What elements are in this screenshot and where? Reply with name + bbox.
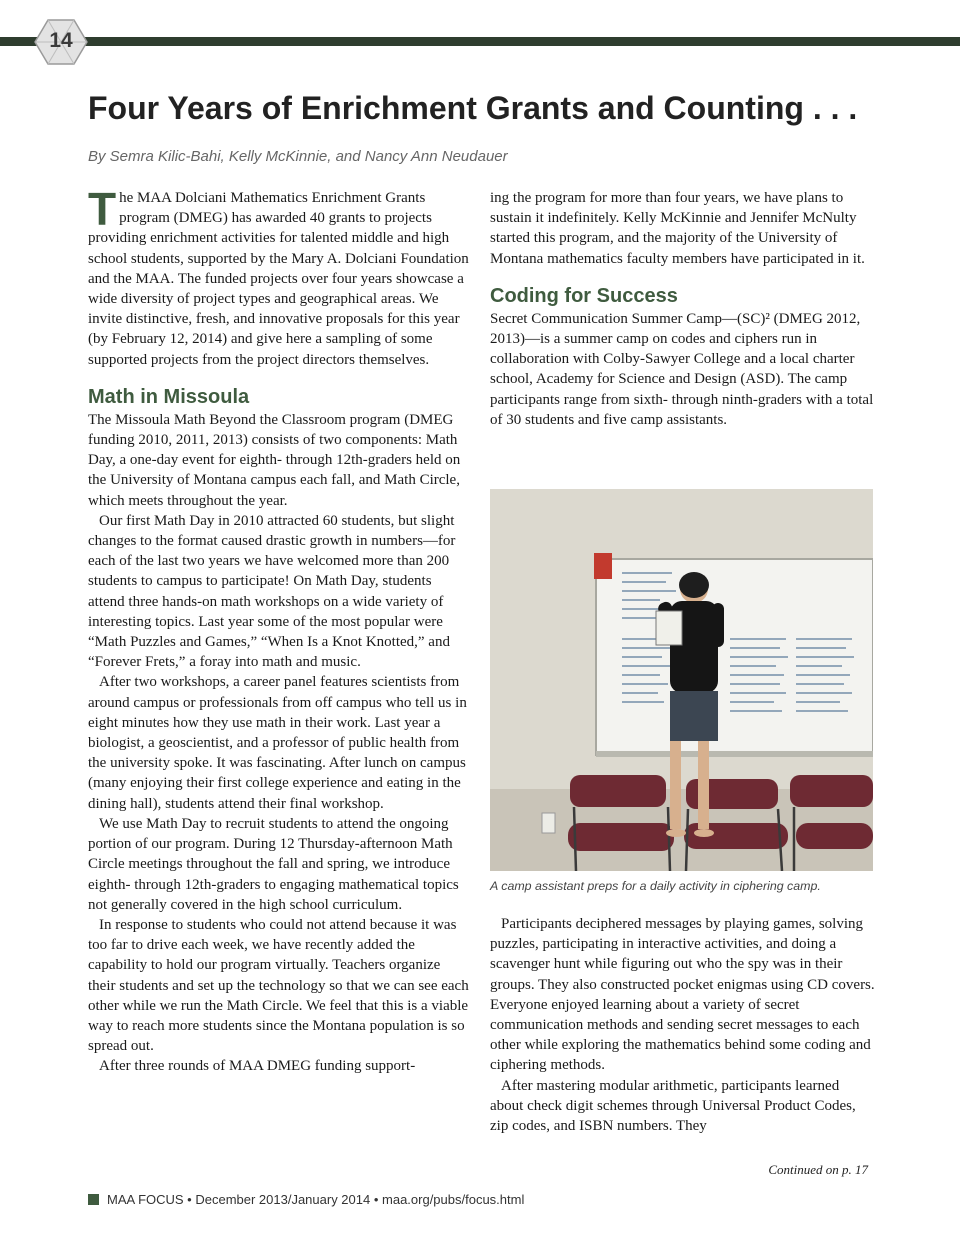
- right-column-bottom: [490, 914, 875, 1136]
- page-number-badge: [34, 18, 88, 66]
- paragraph-continuation: ing the program for more than four years, we have plans to sustain it indefinitely. Kelly McKinnie and Jennifer McNulty started this program, and the majority of the University of Montana mathematics faculty members have participated in it.: [490, 190, 865, 267]
- photo-caption: A camp assistant preps for a daily activity in ciphering camp.: [490, 879, 821, 893]
- paragraph: We use Math Day to recruit students to attend the ongoing portion of our program. During 12 Thursday-afternoon Math Circle meetings throughout the fall and spring, we introduce eighth- through 12th-graders to engaging mathematical topics not generally covered in the high school curriculum.: [88, 815, 459, 913]
- page-number: 14: [49, 29, 73, 52]
- camp-assistant-image: [490, 489, 873, 871]
- section-heading-coding-for-success: Coding for Success: [490, 284, 678, 307]
- section-heading-math-in-missoula: Math in Missoula: [88, 385, 250, 408]
- footer-square-icon: [88, 1194, 99, 1205]
- left-column: [88, 183, 470, 1077]
- paragraph: After two workshops, a career panel features scientists from around campus or professionals from off campus who tell us in eight minutes how they use math in their work. Last year a biologist, a geoscientist, and a professor of public health from the university spoke. It was fascinating. After lunch on campus (many enjoying their first college experience and eating in the dining hall), students attend their final workshop.: [88, 674, 467, 812]
- footer: [88, 1192, 524, 1207]
- paragraph: In response to students who could not attend because it was too far to drive each week, we have recently added the capability to hold our program virtually. Teachers organize their students and set up the technology so that we can see each other while we run the Math Circle. We feel that this is a viable way to reach more students since the Montana population is so spread out.: [88, 916, 469, 1055]
- continued-note: Continued on p. 17: [768, 1162, 868, 1177]
- right-column-top: [490, 188, 875, 430]
- camp-photo: [490, 489, 873, 871]
- byline: By Semra Kilic-Bahi, Kelly McKinnie, and Nancy Ann Neudauer: [88, 148, 508, 165]
- intro-paragraph: [88, 183, 470, 370]
- intro-text: he MAA Dolciani Mathematics Enrichment Grants program (DMEG) has awarded 40 grants to projects providing enrichment activities for talented middle and high school students, supported by the Mary A. Dolciani Foundation and the MAA. The funded projects over four years showcase a wide diversity of project types and geographical areas. We invite distinctive, fresh, and innovative proposals for this year (by February 12, 2014) and give here a sampling of some supported projects from the project directors themselves.: [88, 190, 469, 368]
- article-title: Four Years of Enrichment Grants and Counting . . .: [88, 90, 858, 126]
- paragraph: After mastering modular arithmetic, participants learned about check digit schemes through Universal Product Codes, zip codes, and ISBN numbers. They: [490, 1077, 856, 1135]
- paragraph: Secret Communication Summer Camp—(SC)² (DMEG 2012, 2013)—is a summer camp on codes and ciphers run in collaboration with Colby-Sawyer College and a local charter school, Academy for Science and Design (ASD). The camp participants range from sixth- through ninth-graders with a total of 30 students and five camp assistants.: [490, 310, 874, 428]
- header-bar: [0, 37, 960, 46]
- drop-cap: T: [88, 183, 117, 235]
- paragraph: Participants deciphered messages by playing games, solving puzzles, participating in interactive activities, and doing a scavenger hunt while figuring out who the spy was in their groups. They also constructed pocket enigmas using CD covers. Everyone enjoyed learning about a variety of secret communication methods and sending secret messages to each other while exploring the mathematics behind some coding and ciphering methods.: [490, 916, 875, 1074]
- paragraph: After three rounds of MAA DMEG funding support-: [99, 1058, 416, 1075]
- paragraph: Our first Math Day in 2010 attracted 60 students, but slight changes to the format caused drastic growth in numbers—for each of the last two years we have welcomed more than 200 students to campus to participate! On Math Day, students attend three hands-on math workshops on a wide variety of interesting topics. Last year some of the most popular were “Math Puzzles and Games,” “When Is a Knot Knotted,” and “Forever Frets,” a foray into math and music.: [88, 512, 456, 671]
- paragraph: The Missoula Math Beyond the Classroom program (DMEG funding 2010, 2011, 2013) consists of two components: Math Day, a one-day event for eighth- through 12th-graders held on the University of Montana campus each fall, and Math Circle, which meets throughout the year.: [88, 411, 461, 509]
- footer-text: MAA FOCUS • December 2013/January 2014 • maa.org/pubs/focus.html: [107, 1192, 525, 1207]
